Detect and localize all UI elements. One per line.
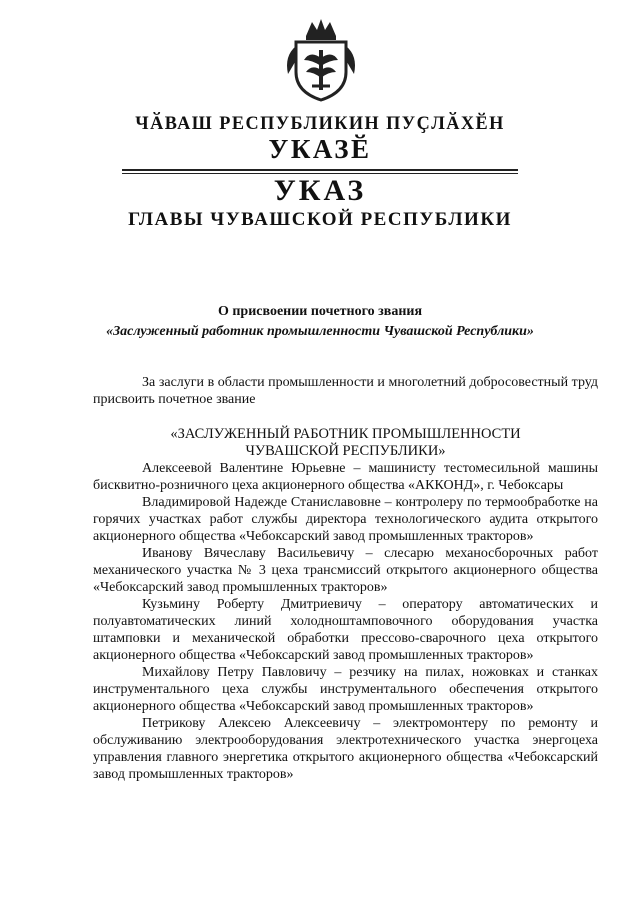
decree-title: УКАЗ bbox=[273, 174, 367, 207]
recipient-paragraph: Петрикову Алексею Алексеевичу – электромонтеру по ремонту и обслуживанию электрооборудования электротехнического участка энергоцеха управления главного энергетика открытого акционерного общества «Чебоксарский завод промышленных тракторов» bbox=[93, 716, 598, 782]
chuvash-header-title: ЧӐВАШ РЕСПУБЛИКИН ПУҪЛӐХӖН bbox=[135, 113, 505, 134]
subject-line-1: О присвоении почетного звания bbox=[217, 304, 423, 319]
intro-paragraph: За заслуги в области промышленности и многолетний добросовестный труд присвоить почетное звание bbox=[93, 375, 598, 407]
header-divider-thick bbox=[122, 169, 518, 171]
recipient-paragraph: Кузьмину Роберту Дмитриевичу – оператору автоматических и полуавтоматических линий холодноштамповочного оборудования участка штамповки и механической обработки прессово-сварочного цеха открытого акционерного общества «Чебоксарский завод промышленных тракторов» bbox=[93, 597, 598, 663]
decree-issuer: ГЛАВЫ ЧУВАШСКОЙ РЕСПУБЛИКИ bbox=[128, 209, 512, 230]
decree-subject bbox=[60, 302, 580, 342]
coat-of-arms-emblem bbox=[282, 16, 360, 104]
decree-body bbox=[93, 374, 598, 783]
recipient-paragraph: Алексеевой Валентине Юрьевне – машинисту тестомесильной машины бисквитно-розничного цеха акционерного общества «АККОНД», г. Чебоксары bbox=[93, 461, 598, 493]
chuvash-decree-word: УКАЗӖ bbox=[268, 134, 372, 164]
recipient-paragraph: Иванову Вячеславу Васильевичу – слесарю механосборочных работ механического участка № 3 цеха трансмиссий открытого акционерного общества «Чебоксарский завод промышленных тракторов» bbox=[93, 546, 598, 595]
recipient-paragraph: Владимировой Надежде Станиславовне – контролеру по термообработке на горячих участках работ службы директора технологического аудита открытого акционерного общества «Чебоксарский завод промышленных тракторов» bbox=[93, 495, 598, 544]
subject-line-2: «Заслуженный работник промышленности Чувашской Республики» bbox=[106, 324, 534, 339]
recipient-paragraph: Михайлову Петру Павловичу – резчику на пилах, ножовках и станках инструментального цеха службы инструментального обеспечения открытого акционерного общества «Чебоксарский завод промышленных тракторов» bbox=[93, 665, 598, 714]
award-title-line-1: «ЗАСЛУЖЕННЫЙ РАБОТНИК ПРОМЫШЛЕННОСТИ bbox=[170, 426, 521, 442]
award-title-line-2: ЧУВАШСКОЙ РЕСПУБЛИКИ» bbox=[245, 443, 446, 459]
